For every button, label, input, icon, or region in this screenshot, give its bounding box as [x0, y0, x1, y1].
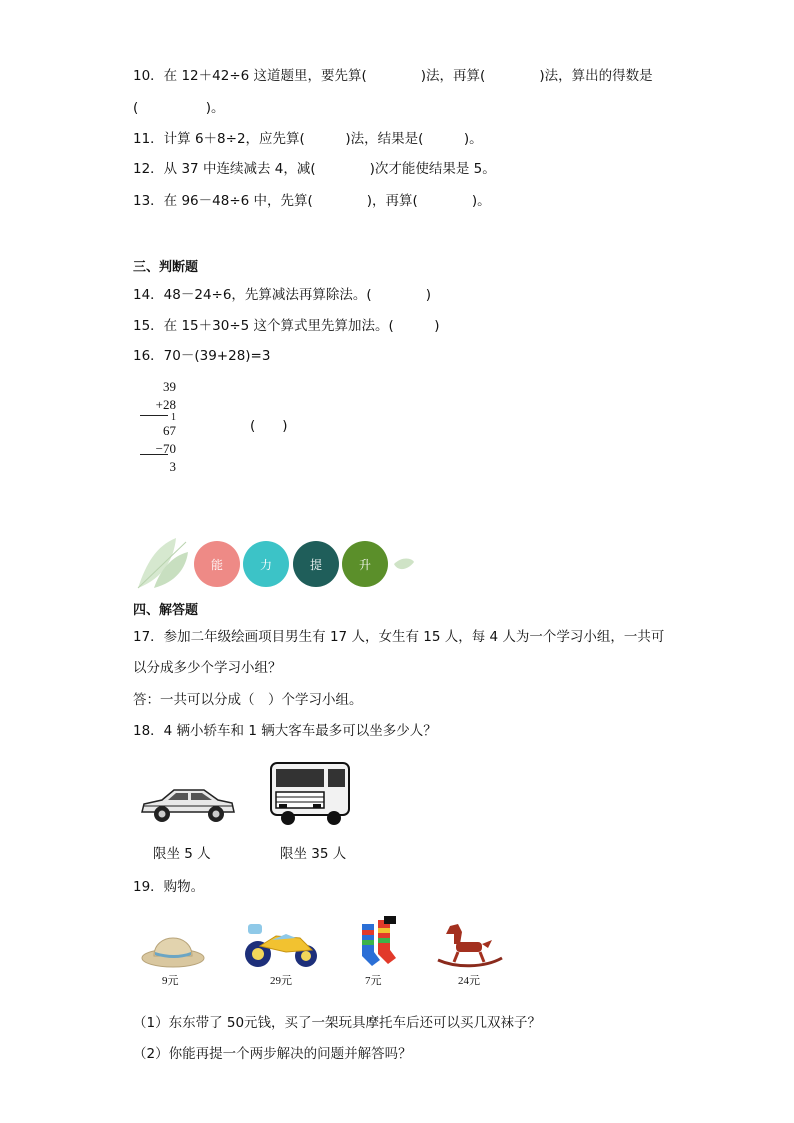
question-16-answer-paren: ( ): [250, 418, 288, 434]
toy-motorcycle-icon: [242, 920, 322, 970]
question-16: 16．70－(39+28)=3: [133, 348, 271, 364]
hat-icon: [140, 924, 206, 968]
question-14: 14．48－24÷6，先算减法再算除法。( ): [133, 287, 431, 303]
question-19-sub1: （1）东东带了 50元钱，买了一架玩具摩托车后还可以买几双袜子？: [133, 1015, 542, 1031]
vcalc-row: 39: [163, 379, 176, 394]
vcalc-row: 67: [163, 423, 176, 438]
vcalc-rule: [140, 454, 168, 455]
vcalc-rule: [140, 415, 168, 416]
question-10-line1: 10．在 12＋42÷6 这道题里，要先算( )法，再算( )法，算出的得数是: [133, 68, 653, 84]
question-11: 11．计算 6＋8÷2，应先算( )法，结果是( )。: [133, 131, 483, 147]
vcalc-row: −70: [155, 441, 176, 456]
bus-icon: [268, 760, 354, 828]
section-3-title: 三、判断题: [133, 260, 199, 275]
question-19-sub2: （2）你能再提一个两步解决的问题并解答吗？: [133, 1046, 412, 1062]
question-17-line1: 17．参加二年级绘画项目男生有 17 人，女生有 15 人，每 4 人为一个学习小组，一共可: [133, 629, 665, 645]
bus-caption: 限坐 35 人: [280, 846, 347, 862]
banner-circle-3: 提: [293, 541, 339, 587]
hat-price: 9元: [162, 975, 179, 987]
socks-price: 7元: [365, 975, 382, 987]
horse-price: 24元: [458, 975, 480, 987]
banner-circle-2: 力: [243, 541, 289, 587]
motorcycle-price: 29元: [270, 975, 292, 987]
car-caption: 限坐 5 人: [153, 846, 211, 862]
rocking-horse-icon: [436, 922, 504, 968]
car-icon: [138, 782, 238, 826]
question-19: 19．购物。: [133, 879, 205, 895]
vcalc-row: 3: [169, 459, 176, 474]
question-12: 12．从 37 中连续减去 4，减( )次才能使结果是 5。: [133, 161, 496, 177]
vcalc-row: 1: [171, 412, 176, 423]
question-15: 15．在 15＋30÷5 这个算式里先算加法。( ): [133, 318, 440, 334]
question-18: 18．4 辆小轿车和 1 辆大客车最多可以坐多少人？: [133, 723, 437, 739]
section-4-title: 四、解答题: [133, 603, 199, 618]
question-10-line2: ( )。: [133, 100, 225, 116]
question-17-line2: 以分成多少个学习小组？: [133, 660, 282, 676]
vertical-calculation: [140, 378, 180, 476]
question-17-answer: 答：一共可以分成（ ）个学习小组。: [133, 692, 363, 708]
vcalc-row: +28: [155, 397, 176, 412]
question-13: 13．在 96－48÷6 中，先算( )，再算( )。: [133, 193, 491, 209]
socks-icon: [358, 916, 400, 970]
banner-circle-1: 能: [194, 541, 240, 587]
banner-circle-4: 升: [342, 541, 388, 587]
